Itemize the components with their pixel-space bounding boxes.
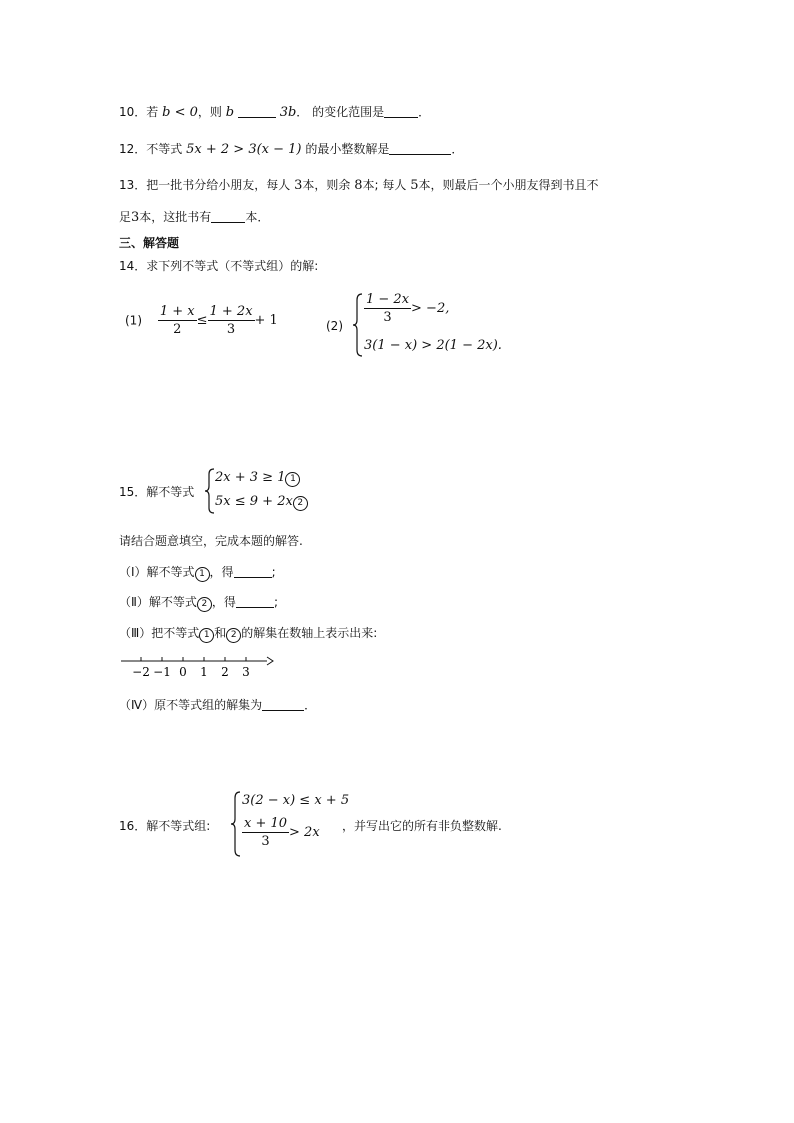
circled-number-icon: 1: [195, 567, 210, 582]
question-13-line2: 足3本，这批书有 本．: [119, 210, 270, 225]
answer-blank[interactable]: [211, 210, 245, 223]
q14-part2-label: (2): [326, 319, 343, 333]
answer-blank[interactable]: [236, 595, 274, 608]
circled-number-icon: 1: [199, 628, 214, 643]
question-12: 12．不等式 5x + 2 > 3(x − 1) 的最小整数解是 ．: [119, 142, 464, 157]
axis-tick-label: −1: [153, 665, 171, 679]
axis-tick-label: 0: [179, 665, 187, 679]
axis-tick-label: 3: [242, 665, 250, 679]
q10-condition: b < 0: [162, 105, 198, 120]
question-15-label: 15．解不等式: [119, 485, 195, 499]
q16-instruction: ，并写出它的所有非负整数解.: [342, 819, 502, 833]
q12-number: 12．: [119, 142, 147, 156]
q16-inequality-1: 3(2 − x) ≤ x + 5: [242, 793, 350, 808]
fraction: $\frac{x + 10}{3}$: [244, 816, 288, 849]
answer-blank[interactable]: [234, 565, 272, 578]
q15-inequality-1: 2x + 3 ≥ 1 1: [215, 470, 300, 487]
question-10: 10．若 b < 0，则 b 3b． 的变化范围是 ．: [119, 105, 431, 120]
axis-tick-label: −2: [132, 665, 150, 679]
fraction: $\frac{1 + x}{2}$: [159, 304, 195, 337]
answer-blank[interactable]: [384, 105, 418, 118]
q13-number: 13．: [119, 178, 147, 192]
q15-step-3: （Ⅲ）把不等式 1 和 2 的解集在数轴上表示出来:: [119, 625, 377, 643]
q14-part1: (1) $\frac{1 + x}{2}$ ≤ $\frac{1 + 2x}{3}$ + 1: [125, 304, 278, 337]
q15-step-2: （Ⅱ）解不等式 2 ，得 ;: [119, 594, 278, 612]
q15-step-1: （Ⅰ）解不等式 1 ，得 ;: [119, 564, 276, 582]
q15-inequality-2: 5x ≤ 9 + 2x 2: [215, 494, 308, 511]
brace-icon: [230, 790, 242, 858]
fraction: $\frac{1 + 2x}{3}$: [209, 304, 253, 337]
q15-instruction: 请结合题意填空，完成本题的解答.: [119, 534, 303, 548]
question-14: 14．求下列不等式（不等式组）的解:: [119, 259, 319, 273]
fraction: $\frac{1 - 2x}{3}$: [366, 292, 410, 325]
number-line: [119, 653, 279, 683]
q14-part2-line1: $\frac{1 - 2x}{3}$ > −2,: [366, 292, 450, 325]
q12-inequality: 5x + 2 > 3(x − 1): [186, 142, 302, 157]
circled-number-icon: 2: [293, 496, 308, 511]
answer-blank[interactable]: [389, 142, 451, 155]
answer-blank[interactable]: [238, 105, 276, 118]
circled-number-icon: 2: [226, 628, 241, 643]
axis-tick-label: 1: [200, 665, 208, 679]
question-16-label: 16．解不等式组:: [119, 819, 211, 833]
axis-tick-label: 2: [221, 665, 229, 679]
answer-blank[interactable]: [262, 698, 304, 711]
q14-part2-line2: 3(1 − x) > 2(1 − 2x).: [364, 338, 502, 353]
circled-number-icon: 2: [197, 597, 212, 612]
q10-number: 10．: [119, 105, 147, 119]
question-13-line1: 13．把一批书分给小朋友，每人 3本，则余 8本; 每人 5本，则最后一个小朋友得到书且不: [119, 178, 599, 193]
q15-step-4: （Ⅳ）原不等式组的解集为 ．: [119, 698, 317, 712]
circled-number-icon: 1: [285, 472, 300, 487]
section-title: 三、解答题: [119, 236, 180, 250]
q16-inequality-2: $\frac{x + 10}{3}$ > 2x: [244, 816, 320, 849]
brace-icon: [352, 292, 364, 358]
